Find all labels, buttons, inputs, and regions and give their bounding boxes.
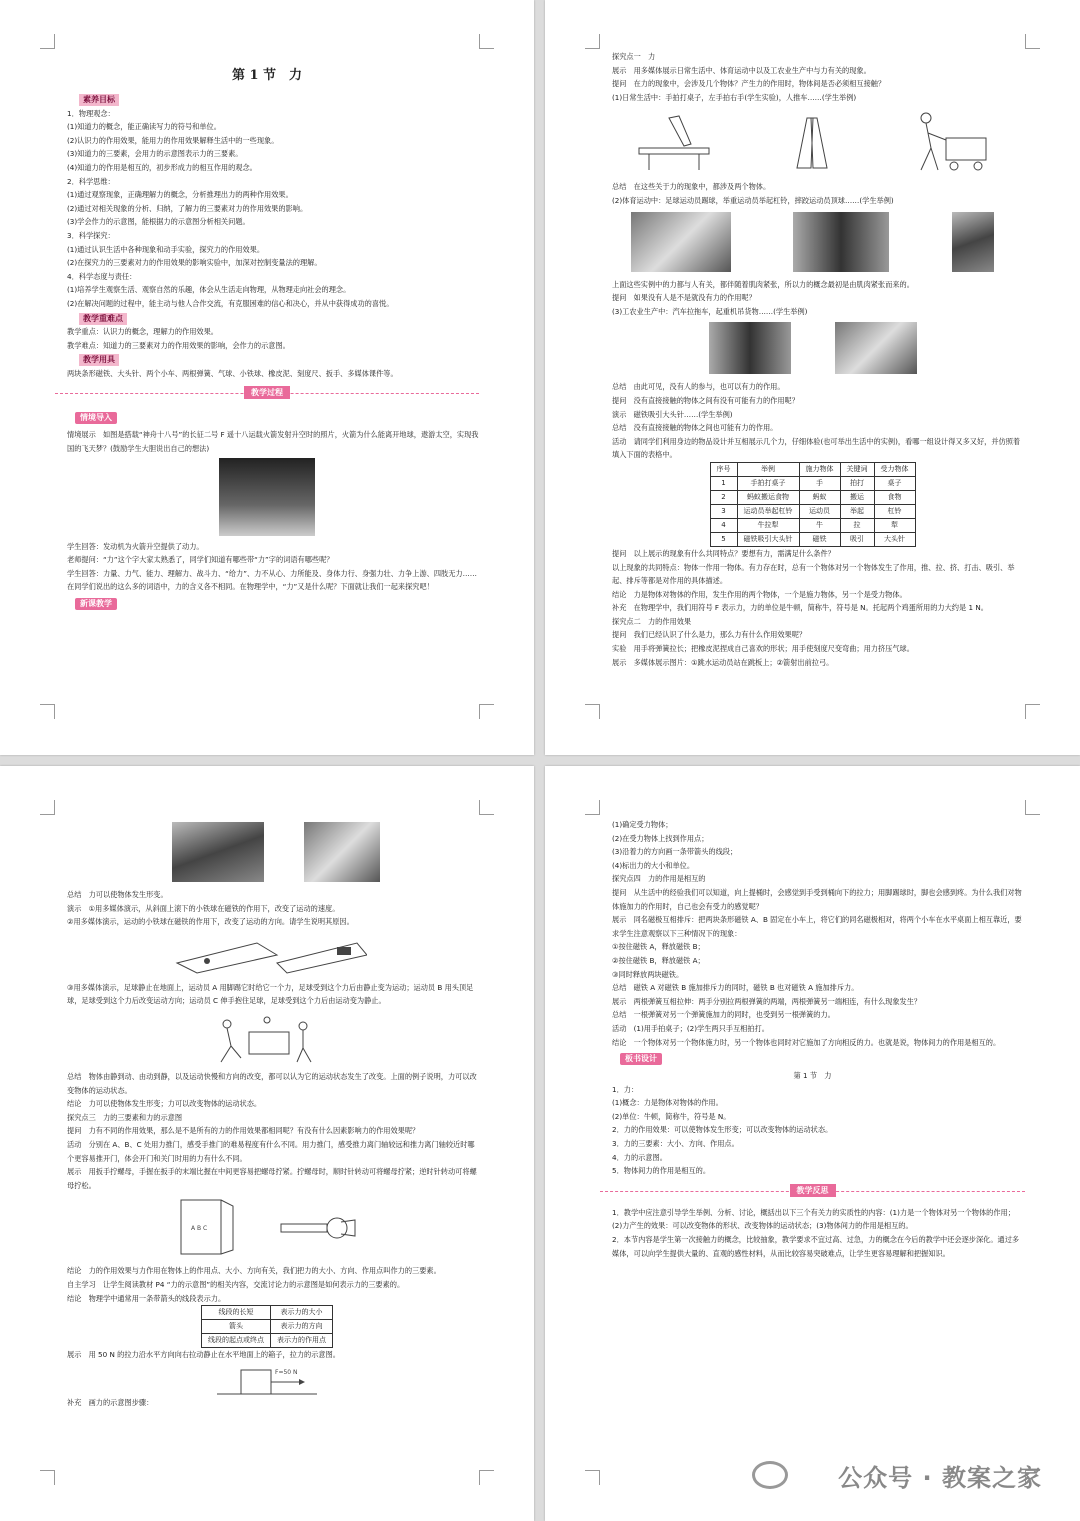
- text-line: 3．科学探究：: [67, 230, 115, 240]
- crop-mark: [585, 1470, 600, 1485]
- text-line: 教学重点：认识力的概念，理解力的作用效果。: [67, 327, 218, 337]
- text-line: ②用多媒体演示，运动的小铁球在磁铁的作用下，改变了运动的方向。请学生说明其原因。: [67, 917, 354, 927]
- text-line: 总结 一根弹簧对另一个弹簧施加力的同时，也受到另一根弹簧的力。: [612, 1010, 835, 1020]
- text-line: 补充 在物理学中，我们用符号 F 表示力，力的单位是牛顿，简称牛，符号是 N。托起两个鸡蛋所用的力大约是 1 N。: [612, 603, 988, 613]
- crop-mark: [585, 704, 600, 719]
- text-line: 总结 没有直接接触的物体之间也可能有力的作用。: [612, 423, 778, 433]
- table-cell: 手: [799, 476, 840, 490]
- page-title: 第 1 节 力: [231, 68, 303, 83]
- table-cell: 运动员举起杠铃: [737, 504, 799, 518]
- table-row: [710, 476, 915, 490]
- header-ball-photo: [952, 212, 994, 272]
- table-cell: 蚂蚁: [799, 490, 840, 504]
- table-cell: 手拍打桌子: [737, 476, 799, 490]
- board-title: 第 1 节 力: [793, 1071, 832, 1081]
- text-line: 展示 同名磁极互相排斥：把两块条形磁铁 A、B 固定在小车上，将它们的同名磁极相对，将两个小车在水平桌面上相互靠近，要求学生注意观察以下三种情况下的现象：: [612, 915, 1022, 938]
- text-line: 以上现象的共同特点：物体一作用一物体。有力存在时，总有一个物体对另一个物体发生了作用，推、拉、挤、打击、吸引、举起、排斥等都是对作用的具体描述。: [612, 562, 1015, 586]
- document-page-3: [0, 766, 534, 1521]
- table-header-cell: 施力物体: [799, 462, 840, 476]
- crop-mark: [1025, 704, 1040, 719]
- table-header-cell: 受力物体: [874, 462, 915, 476]
- text-line: 活动 分别在 A、B、C 处用力推门，感受手推门的难易程度有什么不同。用力推门，感受推力离门轴较远和推力离门轴较近时哪个更容易推开门，体会开门和关门时用的力有什么不同。: [67, 1139, 475, 1163]
- text-line: 展示 两根弹簧互相拉伸：两手分别拉两根弹簧的两端，两根弹簧另一端相连，有什么现象发生？: [612, 996, 922, 1006]
- force-label: F=50 N: [275, 1368, 298, 1376]
- text-line: 教学难点：知道力的三要素对力的作用效果的影响，会作力的示意图。: [67, 340, 290, 350]
- table-cell: 表示力的大小: [271, 1306, 333, 1320]
- document-page-2: [545, 0, 1080, 755]
- table-cell: 牛拉犁: [737, 518, 799, 532]
- force-diagram-table: [201, 1305, 333, 1348]
- text-line: (3)工农业生产中：汽车拉拖车，起重机吊货物……(学生举例): [612, 306, 808, 316]
- crop-mark: [40, 704, 55, 719]
- text-line: 结论 力是物体对物体的作用，发生作用的两个物体，一个是施力物体，另一个是受力物体。: [612, 589, 907, 599]
- table-cell: 磁铁: [799, 532, 840, 546]
- text-line: 提问 我们已经认识了什么是力，那么力有什么作用效果呢？: [612, 630, 807, 640]
- document-page-1: [0, 0, 534, 755]
- text-line: (2)认识力的作用效果，能用力的作用效果解释生活中的一些现象。: [67, 135, 279, 145]
- text-line: 探究点三 力的三要素和力的示意图: [67, 1112, 183, 1122]
- diving-board-photo: [172, 822, 264, 882]
- process-banner: 教学过程: [55, 386, 479, 400]
- intro-paragraph: 学生回答：力量、力气、能力、理解力、战斗力、“给力”、力不从心、力所能及、身体力行、身强力壮、力争上游、四肢无力……: [67, 568, 477, 578]
- text-line: 结论 一个物体对另一个物体施力时，另一个物体也同时对它施加了方向相反的力。也就是说，物体间力的作用是相互的。: [612, 1037, 1001, 1047]
- intro-paragraph: 学生回答：发动机为火箭升空提供了动力。: [67, 541, 204, 551]
- text-line: (1)培养学生观察生活、观察自然的乐趣，体会从生活走向物理，从物理走向社会的理念。: [67, 285, 351, 295]
- table-cell: 表示力的作用点: [271, 1334, 333, 1348]
- text-line: 结论 物理学中通常用一条带箭头的线段表示力。: [67, 1293, 226, 1303]
- weightlifting-photo: [793, 212, 889, 272]
- section-tag-tools: 教学用具: [79, 354, 119, 366]
- text-line: 总结 磁铁 A 对磁铁 B 施加排斥力的同时，磁铁 B 也对磁铁 A 施加排斥力。: [612, 983, 859, 993]
- rocket-launch-photo: [219, 458, 315, 536]
- text-line: (1)通过观察现象，正确理解力的概念，分析推理出力的两种作用效果。: [67, 190, 293, 200]
- goals-list: [55, 107, 479, 311]
- paragraph-group: [600, 278, 1025, 319]
- text-line: 提问 以上展示的现象有什么共同特点？要想有力，需满足什么条件？: [612, 548, 835, 558]
- text-line: 展示 多媒体展示图片：①跳水运动员站在跳板上；②箭射出前拉弓。: [612, 657, 834, 667]
- crop-mark: [1025, 800, 1040, 815]
- industry-photo-row: [600, 322, 1025, 376]
- football-kick-photo: [631, 212, 731, 272]
- table-cell: 搬运: [840, 490, 874, 504]
- paragraph-group: [55, 981, 479, 1008]
- text-line: (1)通过认识生活中各种现象和动手实验，探究力的作用效果。: [67, 244, 265, 254]
- text-line: (1)知道力的概念，能正确读写力的符号和单位。: [67, 122, 221, 132]
- text-line: 探究点一 力: [612, 52, 656, 61]
- intro-paragraph: 情境展示 如图是搭载“神舟十八号”的长征二号 F 遥十八运载火箭发射升空时的照片，火箭为什么能离开地球，遨游太空，实现我国的飞天梦？(鼓励学生大胆说出自己的想法): [67, 430, 479, 454]
- paragraph-group: [55, 1396, 479, 1410]
- paragraph-group: [55, 888, 479, 929]
- tools-text: 两块条形磁铁、大头针、两个小车、两根弹簧、气球、小铁球、橡皮泥、刻度尺、扳手、多媒体课件等。: [67, 368, 398, 378]
- text-line: 演示 磁铁吸引大头针……(学生举例): [612, 409, 733, 419]
- table-header-cell: 举例: [737, 462, 799, 476]
- text-line: 1．力：: [612, 1084, 639, 1094]
- text-line: 补充 画力的示意图步骤：: [67, 1397, 154, 1407]
- table-cell: 3: [710, 504, 737, 518]
- clapping-hands-sketch: [777, 108, 847, 174]
- table-cell: 桌子: [874, 476, 915, 490]
- text-line: 演示 ①用多媒体演示，从斜面上滚下的小铁球在磁铁的作用下，改变了运动的速度。: [67, 903, 340, 913]
- text-line: 提问 没有直接接触的物体之间有没有可能有力的作用呢？: [612, 395, 799, 405]
- text-line: 3．力的三要素：大小、方向、作用点。: [612, 1139, 739, 1149]
- table-row: [202, 1320, 333, 1334]
- watermark: 公众号 · 教案之家: [838, 1464, 1042, 1492]
- table-cell: 运动员: [799, 504, 840, 518]
- table-row: [710, 490, 915, 504]
- text-line: 展示 用扳手拧螺母，手握在扳手的末端比握在中间更容易把螺母拧紧。拧螺母时，顺时针转动可将螺母拧紧；逆时针转动可将螺母拧松。: [67, 1167, 477, 1190]
- text-line: 提问 力有不同的作用效果，那么是不是所有的力的作用效果都相同呢？有没有什么因素影响力的作用效果呢？: [67, 1126, 420, 1136]
- text-line: 展示 用 50 N 的拉力沿水平方向向右拉动静止在水平地面上的箱子，拉力的示意图。: [67, 1350, 340, 1360]
- text-line: 2．本节内容是学生第一次接触力的概念，比较抽象，教学要求不宜过高、过急，力的概念在今后的教学中还会逐步深化。通过多媒体，可以向学生提供大量的、直观的感性材料，从而比较容易突破难点，让学生更容易理解和把握知识。: [612, 1235, 1020, 1258]
- table-cell: 拉: [840, 518, 874, 532]
- crop-mark: [479, 800, 494, 815]
- text-line: 5．物体间力的作用是相互的。: [612, 1166, 711, 1176]
- text-line: (3)沿着力的方向画一条带箭头的线段；: [612, 847, 738, 857]
- section-tag-new: 新课教学: [75, 598, 117, 610]
- table-cell: 举起: [840, 504, 874, 518]
- table-cell: 吸引: [840, 532, 874, 546]
- reflect-banner: 教学反思: [600, 1184, 1025, 1198]
- crop-mark: [479, 34, 494, 49]
- crop-mark: [40, 34, 55, 49]
- table-row: [202, 1306, 333, 1320]
- section-tag-goals: 素养目标: [79, 94, 119, 106]
- person-pushing-cart-sketch: [906, 108, 996, 174]
- text-line: (4)知道力的作用是相互的，初步形成力的相互作用的观念。: [67, 162, 257, 172]
- table-cell: 食物: [874, 490, 915, 504]
- paragraph-group: [55, 1264, 479, 1305]
- text-line: 提问 在力的现象中，会涉及几个物体？产生力的作用时，物体间是否必须相互接触？: [612, 79, 886, 89]
- text-line: (2)在解决问题的过程中，能主动与他人合作交流，有克服困难的信心和决心，并从中获得成功的喜悦。: [67, 298, 394, 308]
- wechat-icon: [752, 1461, 788, 1489]
- sports-photo-row: [600, 212, 1025, 274]
- crop-mark: [40, 800, 55, 815]
- paragraph-group: [600, 818, 1025, 1049]
- table-row: [710, 532, 915, 546]
- box-force-diagram: [55, 1362, 479, 1396]
- table-cell: 拍打: [840, 476, 874, 490]
- crop-mark: [1025, 34, 1040, 49]
- svg-text:A B C: A B C: [191, 1225, 208, 1233]
- text-line: ①按住磁铁 A，释放磁铁 B；: [612, 942, 705, 952]
- text-line: 总结 物体由静到动、由动到静，以及运动快慢和方向的改变，都可以认为它的运动状态发生了改变。上面的例子说明，力可以改变物体的运动状态。: [67, 1071, 477, 1095]
- text-line: 结论 力的作用效果与力作用在物体上的作用点、大小、方向有关，我们把力的大小、方向、作用点叫作力的三要素。: [67, 1266, 441, 1276]
- text-line: (2)通过对相关现象的分析、归纳，了解力的三要素对力的作用效果的影响。: [67, 203, 308, 213]
- section-tag-keypoints: 教学重难点: [79, 313, 127, 325]
- text-line: (1)确定受力物体；: [612, 820, 673, 829]
- text-line: 展示 用多媒体展示日常生活中、体育运动中以及工农业生产中与力有关的现象。: [612, 65, 871, 75]
- text-line: (2)在探究力的三要素对力的作用效果的影响实验中，加深对控制变量法的理解。: [67, 258, 322, 268]
- text-line: 4．科学态度与责任：: [67, 271, 137, 281]
- text-line: 活动 (1)用手拍桌子；(2)学生两只手互相拍打。: [612, 1023, 769, 1033]
- text-line: 总结 在这些关于力的现象中，都涉及两个物体。: [612, 182, 771, 192]
- text-line: (3)知道力的三要素，会用力的示意图表示力的三要素。: [67, 149, 243, 159]
- table-cell: 犁: [874, 518, 915, 532]
- table-cell: 线段的起点或终点: [202, 1334, 271, 1348]
- text-line: 总结 力可以使物体发生形变。: [67, 890, 168, 899]
- archery-photo: [304, 822, 380, 882]
- table-row: [710, 504, 915, 518]
- text-line: (3)学会作力的示意图，能根据力的示意图分析相关问题。: [67, 217, 250, 227]
- intro-paragraph: 老师提问：“力”这个字大家太熟悉了，同学们知道有哪些带“力”字的词语有哪些呢？: [67, 555, 334, 565]
- text-line: 探究点二 力的作用效果: [612, 616, 692, 626]
- text-line: ③用多媒体演示，足球静止在地面上，运动员 A 用脚踢它时给它一个力，足球受到这个力后由静止变为运动；运动员 B 用头顶足球，足球受到这个力后改变运动方向；运动员 C 伸手抱住足球，足球受到这个力后由运动变为静止。: [67, 982, 474, 1006]
- table-row: [710, 518, 915, 532]
- crop-mark: [479, 704, 494, 719]
- table-row: [202, 1334, 333, 1348]
- text-line: 实验 用手将弹簧拉长；把橡皮泥捏成自己喜欢的形状；用手使刻度尺变弯曲；用力挤压气球。: [612, 644, 914, 654]
- text-line: 1．物理观念：: [67, 108, 115, 118]
- text-line: (4)标出力的大小和单位。: [612, 860, 695, 870]
- reflect-list: [600, 1206, 1025, 1260]
- text-line: 提问 从生活中的经验我们可以知道，向上提桶时，会感觉到手受到桶向下的拉力；用脚踢球时，脚也会感到疼。为什么我们对物体施加力的作用时，自己也会有受力的感觉呢？: [612, 887, 1022, 911]
- table-cell: 5: [710, 532, 737, 546]
- text-line: (1)概念：力是物体对物体的作用。: [612, 1098, 723, 1108]
- table-cell: 杠铃: [874, 504, 915, 518]
- paragraph-group: [600, 180, 1025, 207]
- text-line: 探究点四 力的作用是相互的: [612, 874, 706, 884]
- section-tag-intro: 情境导入: [75, 412, 117, 424]
- text-line: (2)体育运动中：足球运动员踢球，举重运动员举起杠铃，摔跤运动员顶球……(学生举例): [612, 195, 894, 205]
- crop-mark: [40, 1470, 55, 1485]
- keypoints-list: [55, 325, 479, 352]
- board-list: [600, 1083, 1025, 1178]
- text-line: 活动 请同学们利用身边的物品设计并互相展示几个力，仔细体验(也可举出生活中的实例)，看哪一组设计得又多又好，并仿照着填入下面的表格中。: [612, 436, 1021, 460]
- section-tag-board: 板书设计: [620, 1053, 662, 1065]
- text-line: 4．力的示意图。: [612, 1152, 667, 1162]
- text-line: 结论 力可以使物体发生形变；力可以改变物体的运动状态。: [67, 1099, 262, 1109]
- table-cell: 箭头: [202, 1320, 271, 1334]
- table-cell: 表示力的方向: [271, 1320, 333, 1334]
- text-line: ②按住磁铁 B，释放磁铁 A；: [612, 955, 705, 965]
- text-line: 1．教学中应注意引导学生举例、分析、讨论，概括出以下三个有关力的实质性的内容：(1)力是一个物体对另一个物体的作用；(2)力产生的效果：可以改变物体的形状、改变物体的运动状态；(3)物体间力的作用是相互的。: [612, 1207, 1015, 1231]
- paragraph-group: [600, 547, 1025, 669]
- text-line: 提问 如果没有人是不是就没有力的作用呢？: [612, 293, 756, 303]
- text-line: 2．力的作用效果：可以使物体发生形变；可以改变物体的运动状态。: [612, 1125, 833, 1135]
- text-line: 总结 由此可见，没有人的参与，也可以有力的作用。: [612, 382, 785, 392]
- text-line: ③同时释放两块磁铁。: [612, 969, 684, 979]
- paragraph-group: [600, 380, 1025, 462]
- crop-mark: [585, 800, 600, 815]
- crop-mark: [585, 34, 600, 49]
- text-line: 2．科学思维：: [67, 176, 115, 186]
- text-line: 上面这些实例中的力都与人有关，都伴随着肌肉紧张，所以力的概念最初是由肌肉紧张而来的。: [612, 279, 914, 289]
- paragraph-group: [55, 1348, 479, 1362]
- text-line: (1)日常生活中：手拍打桌子，左手拍右手(学生实验)，人推车……(学生举例): [612, 92, 857, 102]
- paragraph-group: [55, 1070, 479, 1192]
- crane-photo: [835, 322, 917, 374]
- table-cell: 大头针: [874, 532, 915, 546]
- table-cell: 磁铁吸引大头针: [737, 532, 799, 546]
- text-line: (2)单位：牛顿，简称牛，符号是 N。: [612, 1111, 731, 1121]
- truck-towing-photo: [709, 322, 791, 374]
- hand-slap-table-sketch: [629, 108, 719, 174]
- table-cell: 2: [710, 490, 737, 504]
- door-wrench-figure: [55, 1198, 479, 1258]
- crop-mark: [479, 1470, 494, 1485]
- magnet-demo-figure: [55, 933, 479, 977]
- force-examples-table: [710, 462, 916, 547]
- table-cell: 牛: [799, 518, 840, 532]
- table-header-cell: 关键词: [840, 462, 874, 476]
- table-cell: 4: [710, 518, 737, 532]
- document-page-4: [545, 766, 1080, 1521]
- intro-paragraph: 在同学们说出的这么多的词语中，力的含义各不相同。在物理学中，“力”又是什么呢？下面就让我们一起来探究吧！: [67, 582, 434, 592]
- football-players-figure: [55, 1012, 479, 1066]
- door-sketch: [177, 1198, 237, 1256]
- illustration-row: [600, 108, 1025, 174]
- wrench-sketch: [277, 1198, 357, 1256]
- table-cell: 蚂蚁搬运食物: [737, 490, 799, 504]
- table-cell: 线段的长短: [202, 1306, 271, 1320]
- table-cell: 1: [710, 476, 737, 490]
- paragraph-group: [600, 50, 1025, 104]
- table-header-cell: 序号: [710, 462, 737, 476]
- text-line: (2)在受力物体上找到作用点；: [612, 833, 709, 843]
- text-line: 自主学习 让学生阅读教材 P4 “力的示意图”的相关内容，交流讨论力的示意图是如何表示力的三要素的。: [67, 1279, 405, 1289]
